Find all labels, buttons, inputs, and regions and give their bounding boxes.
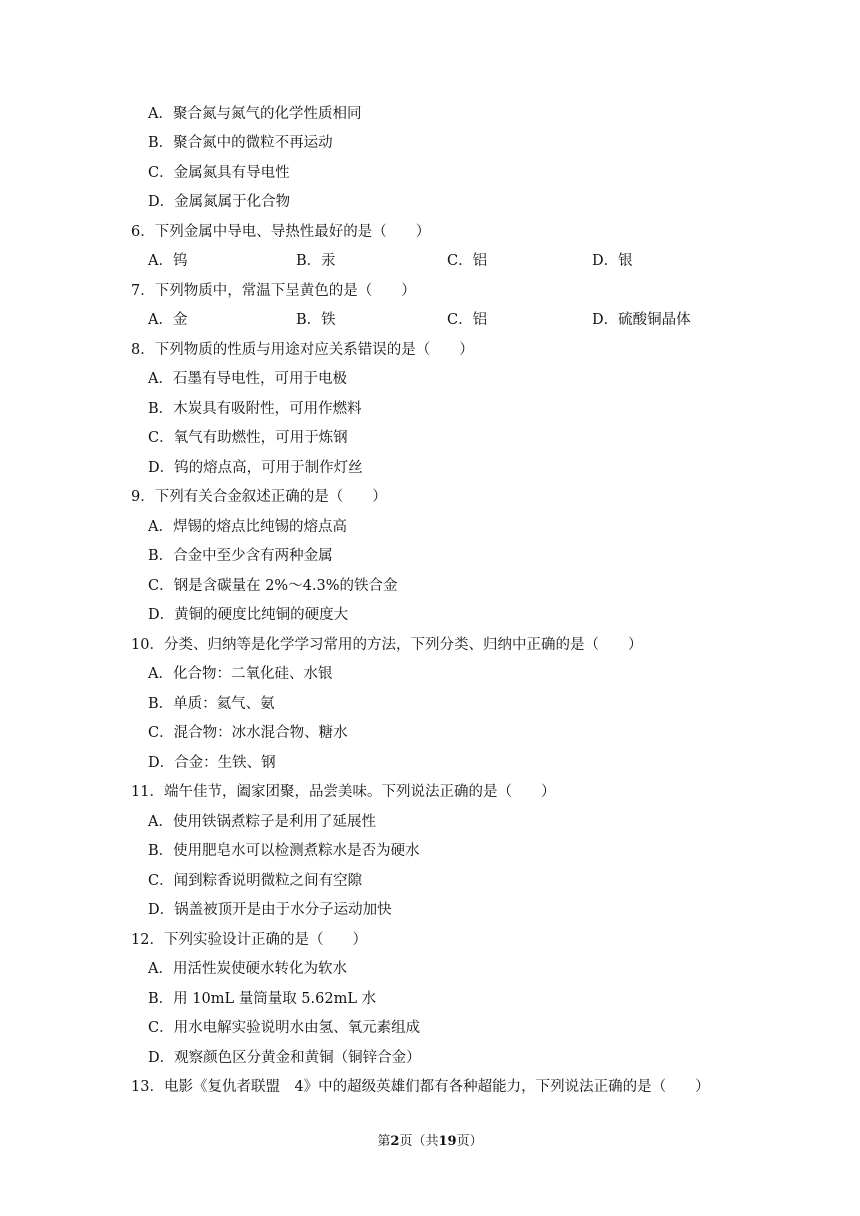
q11-option-d: D．锅盖被顶开是由于水分子运动加快: [148, 902, 392, 918]
q7-option-d: D．硫酸铜晶体: [592, 312, 691, 328]
q9-option-b: B．合金中至少含有两种金属: [148, 548, 333, 564]
q10-option-a: A．化合物：二氧化硅、水银: [148, 666, 333, 682]
q12-option-d: D．观察颜色区分黄金和黄铜（铜锌合金）: [148, 1050, 421, 1066]
q6-option-b: B．汞: [296, 253, 336, 269]
q5-option-b: B．聚合氮中的微粒不再运动: [148, 135, 333, 151]
q8-option-b: B．木炭具有吸附性，可用作燃料: [148, 401, 362, 417]
q12-option-b: B．用 10mL 量筒量取 5.62mL 水: [148, 991, 377, 1007]
q11-option-b: B．使用肥皂水可以检测煮粽水是否为硬水: [148, 843, 420, 859]
q13-stem: 13．电影《复仇者联盟 4》中的超级英雄们都有各种超能力，下列说法正确的是（ ）: [131, 1079, 710, 1095]
q12-stem: 12．下列实验设计正确的是（ ）: [131, 932, 367, 948]
q7-option-b: B．铁: [296, 312, 336, 328]
q7-option-a: A．金: [148, 312, 188, 328]
q6-option-a: A．钨: [148, 253, 188, 269]
q12-option-c: C．用水电解实验说明水由氢、氧元素组成: [148, 1020, 421, 1036]
q9-option-c: C．钢是含碳量在 2%～4.3%的铁合金: [148, 578, 398, 594]
q10-option-c: C．混合物：冰水混合物、糖水: [148, 725, 348, 741]
footer-page-number: 2: [390, 1134, 400, 1149]
q8-option-d: D．钨的熔点高，可用于制作灯丝: [148, 460, 363, 476]
q5-option-d: D．金属氮属于化合物: [148, 194, 291, 210]
q7-stem: 7．下列物质中，常温下呈黄色的是（ ）: [131, 283, 416, 299]
q11-option-c: C．闻到粽香说明微粒之间有空隙: [148, 873, 363, 889]
q11-stem: 11．端午佳节，阖家团聚，品尝美味。下列说法正确的是（ ）: [131, 784, 556, 800]
q5-option-a: A．聚合氮与氮气的化学性质相同: [148, 106, 362, 122]
q6-option-c: C．铝: [447, 253, 488, 269]
q11-option-a: A．使用铁锅煮粽子是利用了延展性: [148, 814, 376, 830]
page-footer: [0, 1133, 860, 1151]
q12-option-a: A．用活性炭使硬水转化为软水: [148, 961, 347, 977]
q9-option-a: A．焊锡的熔点比纯锡的熔点高: [148, 519, 347, 535]
footer-middle: 页（共: [399, 1134, 439, 1149]
footer-suffix: 页）: [456, 1134, 483, 1149]
q9-stem: 9．下列有关合金叙述正确的是（ ）: [131, 489, 387, 505]
q8-stem: 8．下列物质的性质与用途对应关系错误的是（ ）: [131, 342, 474, 358]
q6-option-d: D．银: [592, 253, 633, 269]
q8-option-a: A．石墨有导电性，可用于电极: [148, 371, 347, 387]
q6-stem: 6．下列金属中导电、导热性最好的是（ ）: [131, 224, 431, 240]
q10-option-d: D．合金：生铁、钢: [148, 755, 276, 771]
q8-option-c: C．氧气有助燃性，可用于炼钢: [148, 430, 348, 446]
q5-option-c: C．金属氮具有导电性: [148, 165, 290, 181]
q10-stem: 10．分类、归纳等是化学学习常用的方法，下列分类、归纳中正确的是（ ）: [131, 637, 643, 653]
footer-total-pages: 19: [438, 1134, 457, 1149]
q10-option-b: B．单质：氦气、氨: [148, 696, 275, 712]
q9-option-d: D．黄铜的硬度比纯铜的硬度大: [148, 607, 349, 623]
footer-prefix: 第: [377, 1134, 391, 1149]
q7-option-c: C．铝: [447, 312, 488, 328]
